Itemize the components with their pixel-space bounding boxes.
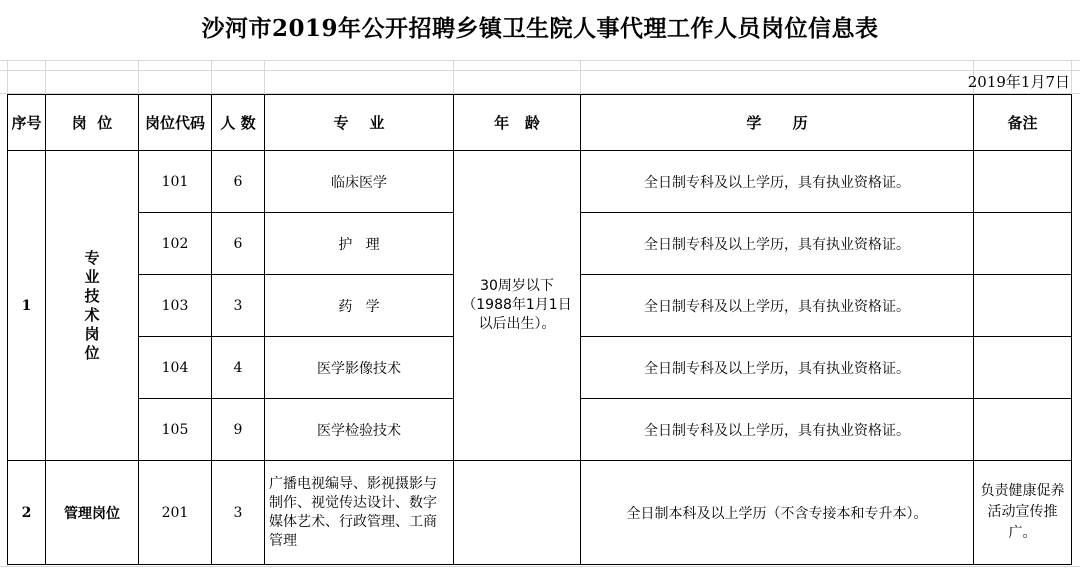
job-info-table bbox=[7, 94, 1072, 565]
major-cell: 护 理 bbox=[265, 213, 454, 275]
code-cell: 101 bbox=[139, 151, 212, 213]
education-cell: 全日制专科及以上学历，具有执业资格证。 bbox=[581, 399, 974, 461]
age-cell-empty bbox=[454, 461, 581, 565]
header-remark: 备注 bbox=[974, 95, 1072, 151]
remark-cell bbox=[974, 275, 1072, 337]
major-cell: 医学检验技术 bbox=[265, 399, 454, 461]
post-label: 专业技术岗位 bbox=[84, 248, 100, 362]
code-cell: 102 bbox=[139, 213, 212, 275]
table-row bbox=[8, 461, 1072, 565]
remark-cell bbox=[974, 399, 1072, 461]
header-major: 专 业 bbox=[265, 95, 454, 151]
header-post: 岗 位 bbox=[46, 95, 139, 151]
education-cell: 全日制专科及以上学历，具有执业资格证。 bbox=[581, 213, 974, 275]
count-cell: 6 bbox=[212, 151, 265, 213]
remark-cell bbox=[974, 151, 1072, 213]
major-cell: 广播电视编导、影视摄影与制作、视觉传达设计、数字媒体艺术、行政管理、工商管理 bbox=[265, 461, 454, 565]
header-count: 人 数 bbox=[212, 95, 265, 151]
major-cell: 临床医学 bbox=[265, 151, 454, 213]
major-cell: 药 学 bbox=[265, 275, 454, 337]
code-cell: 103 bbox=[139, 275, 212, 337]
code-cell: 105 bbox=[139, 399, 212, 461]
education-cell: 全日制专科及以上学历，具有执业资格证。 bbox=[581, 151, 974, 213]
remark-cell bbox=[974, 213, 1072, 275]
table-header-row bbox=[8, 95, 1072, 151]
table-row bbox=[8, 151, 1072, 213]
major-cell: 医学影像技术 bbox=[265, 337, 454, 399]
header-seq: 序号 bbox=[8, 95, 46, 151]
count-cell: 3 bbox=[212, 275, 265, 337]
count-cell: 6 bbox=[212, 213, 265, 275]
seq-cell: 2 bbox=[8, 461, 46, 565]
remark-cell: 负责健康促养活动宣传推广。 bbox=[974, 461, 1072, 565]
page-title: 沙河市2019年公开招聘乡镇卫生院人事代理工作人员岗位信息表 bbox=[201, 15, 879, 42]
count-cell: 9 bbox=[212, 399, 265, 461]
header-education: 学 历 bbox=[581, 95, 974, 151]
header-code: 岗位代码 bbox=[139, 95, 212, 151]
count-cell: 4 bbox=[212, 337, 265, 399]
post-cell bbox=[46, 151, 139, 461]
education-cell: 全日制专科及以上学历，具有执业资格证。 bbox=[581, 337, 974, 399]
education-cell: 全日制专科及以上学历，具有执业资格证。 bbox=[581, 275, 974, 337]
education-cell: 全日制本科及以上学历（不含专接本和专升本）。 bbox=[581, 461, 974, 565]
remark-cell bbox=[974, 337, 1072, 399]
age-cell: 30周岁以下（1988年1月1日以后出生）。 bbox=[454, 151, 581, 461]
seq-cell: 1 bbox=[8, 151, 46, 461]
post-cell: 管理岗位 bbox=[46, 461, 139, 565]
count-cell: 3 bbox=[212, 461, 265, 565]
header-age: 年 龄 bbox=[454, 95, 581, 151]
document-date: 2019年1月7日 bbox=[967, 73, 1070, 91]
code-cell: 201 bbox=[139, 461, 212, 565]
code-cell: 104 bbox=[139, 337, 212, 399]
